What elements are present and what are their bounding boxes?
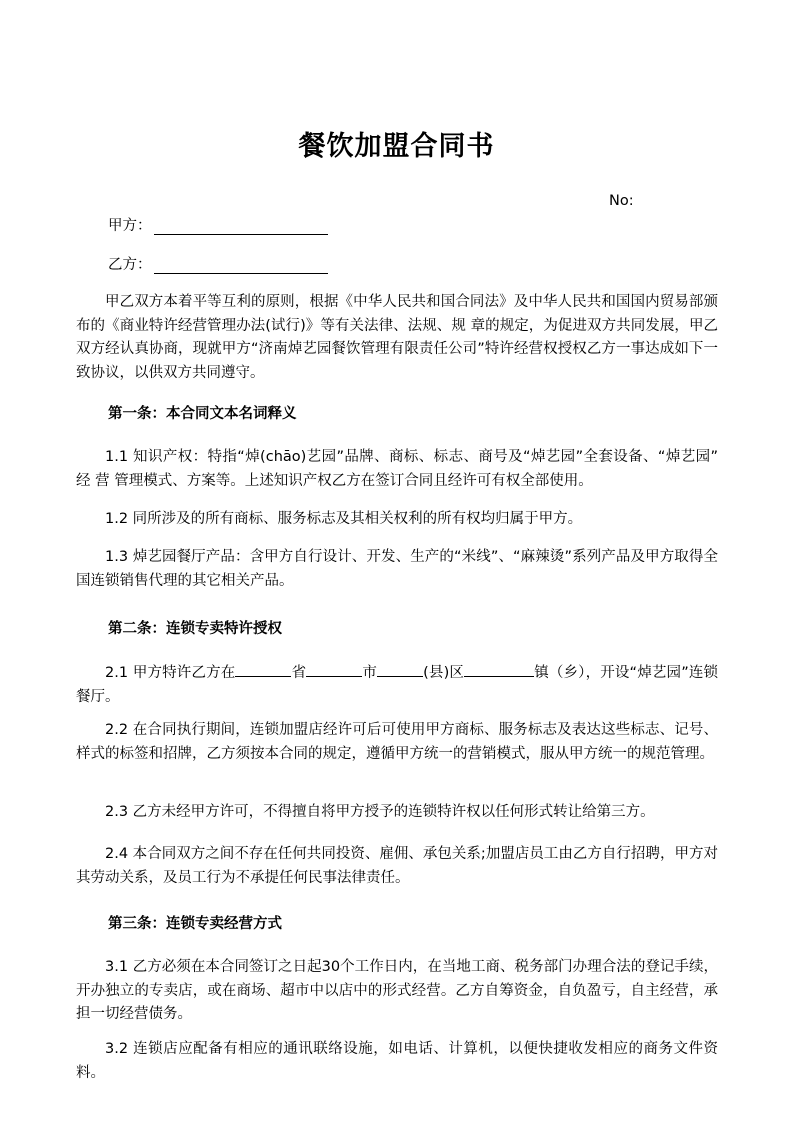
party-b-label: 乙方： <box>108 257 152 273</box>
intro-paragraph: 甲乙双方本着平等互利的原则，根据《中华人民共和国合同法》及中华人民共和国国内贸易部颁布的《商业特许经营管理办法(试行)》等有关法律、法规、规 章的规定，为促进双方共同发展，甲乙双方经认真协商，现就甲方“济南焯艺园餐饮管理有限责任公司”特许经营权授权乙方一事达成如下一致协议，以供双方共同遵守。 <box>76 294 718 381</box>
article-3-heading: 第三条：连锁专卖经营方式 <box>108 916 282 932</box>
article-1-clause-1: 1.1 知识产权：特指“焯(chāo)艺园”品牌、商标、标志、商号及“焯艺园”全套设备、“焯艺园” 经 营 管理模式、方案等。上述知识产权乙方在签订合同且经许可有权全部使用。 <box>76 449 718 489</box>
party-b-row <box>108 253 328 274</box>
clause-2-1-text-d: (县)区 <box>423 665 465 681</box>
article-2-clause-4: 2.4 本合同双方之间不存在任何共同投资、雇佣、承包关系;加盟店员工由乙方自行招聘，甲方对其劳动关系，及员工行为不承提任何民事法律责任。 <box>76 846 718 886</box>
clause-2-1-text-e: 镇（乡），开设“焯艺园”连锁餐厅。 <box>76 665 719 705</box>
party-a-label: 甲方： <box>108 218 152 234</box>
clause-2-1-text-c: 市 <box>362 665 378 681</box>
article-1-clause-2: 1.2 同所涉及的所有商标、服务标志及其相关权利的所有权均归属于甲方。 <box>105 511 583 527</box>
article-2-clause-1 <box>76 661 718 709</box>
clause-2-1-text-b: 省 <box>291 665 307 681</box>
article-2-clause-2: 2.2 在合同执行期间，连锁加盟店经许可后可使用甲方商标、服务标志及表达这些标志、记号、样式的标签和招牌，乙方须按本合同的规定，遵循甲方统一的营销模式，服从甲方统一的规范管理。 <box>76 722 718 762</box>
party-a-blank <box>154 218 328 235</box>
article-3-clause-2: 3.2 连锁店应配备有相应的通讯联络设施，如电话、计算机，以便快捷收发相应的商务文件资料。 <box>76 1041 718 1081</box>
article-1-heading: 第一条：本合同文本名词释义 <box>108 406 297 422</box>
province-blank <box>235 661 291 677</box>
clause-2-1-text-a: 2.1 甲方特许乙方在 <box>105 665 236 681</box>
party-b-blank <box>154 257 328 274</box>
article-2-heading: 第二条：连锁专卖特许授权 <box>108 621 282 637</box>
city-blank <box>306 661 362 677</box>
article-3-clause-1: 3.1 乙方必须在本合同签订之日起30个工作日内，在当地工商、税务部门办理合法的登记手续，开办独立的专卖店，或在商场、超市中以店中的形式经营。乙方自筹资金，自负盈亏，自主经营，承担一切经营债务。 <box>76 959 718 1022</box>
article-2-clause-3: 2.3 乙方未经甲方许可，不得擅自将甲方授予的连锁特许权以任何形式转让给第三方。 <box>105 804 655 820</box>
contract-number-label: No: <box>609 193 634 209</box>
party-a-row <box>108 214 328 235</box>
article-1-clause-3: 1.3 焯艺园餐厅产品：含甲方自行设计、开发、生产的“米线”、“麻辣烫”系列产品及甲方取得全国连锁销售代理的其它相关产品。 <box>76 549 718 589</box>
county-blank <box>377 661 423 677</box>
document-title: 餐饮加盟合同书 <box>298 131 495 162</box>
town-blank <box>464 661 534 677</box>
